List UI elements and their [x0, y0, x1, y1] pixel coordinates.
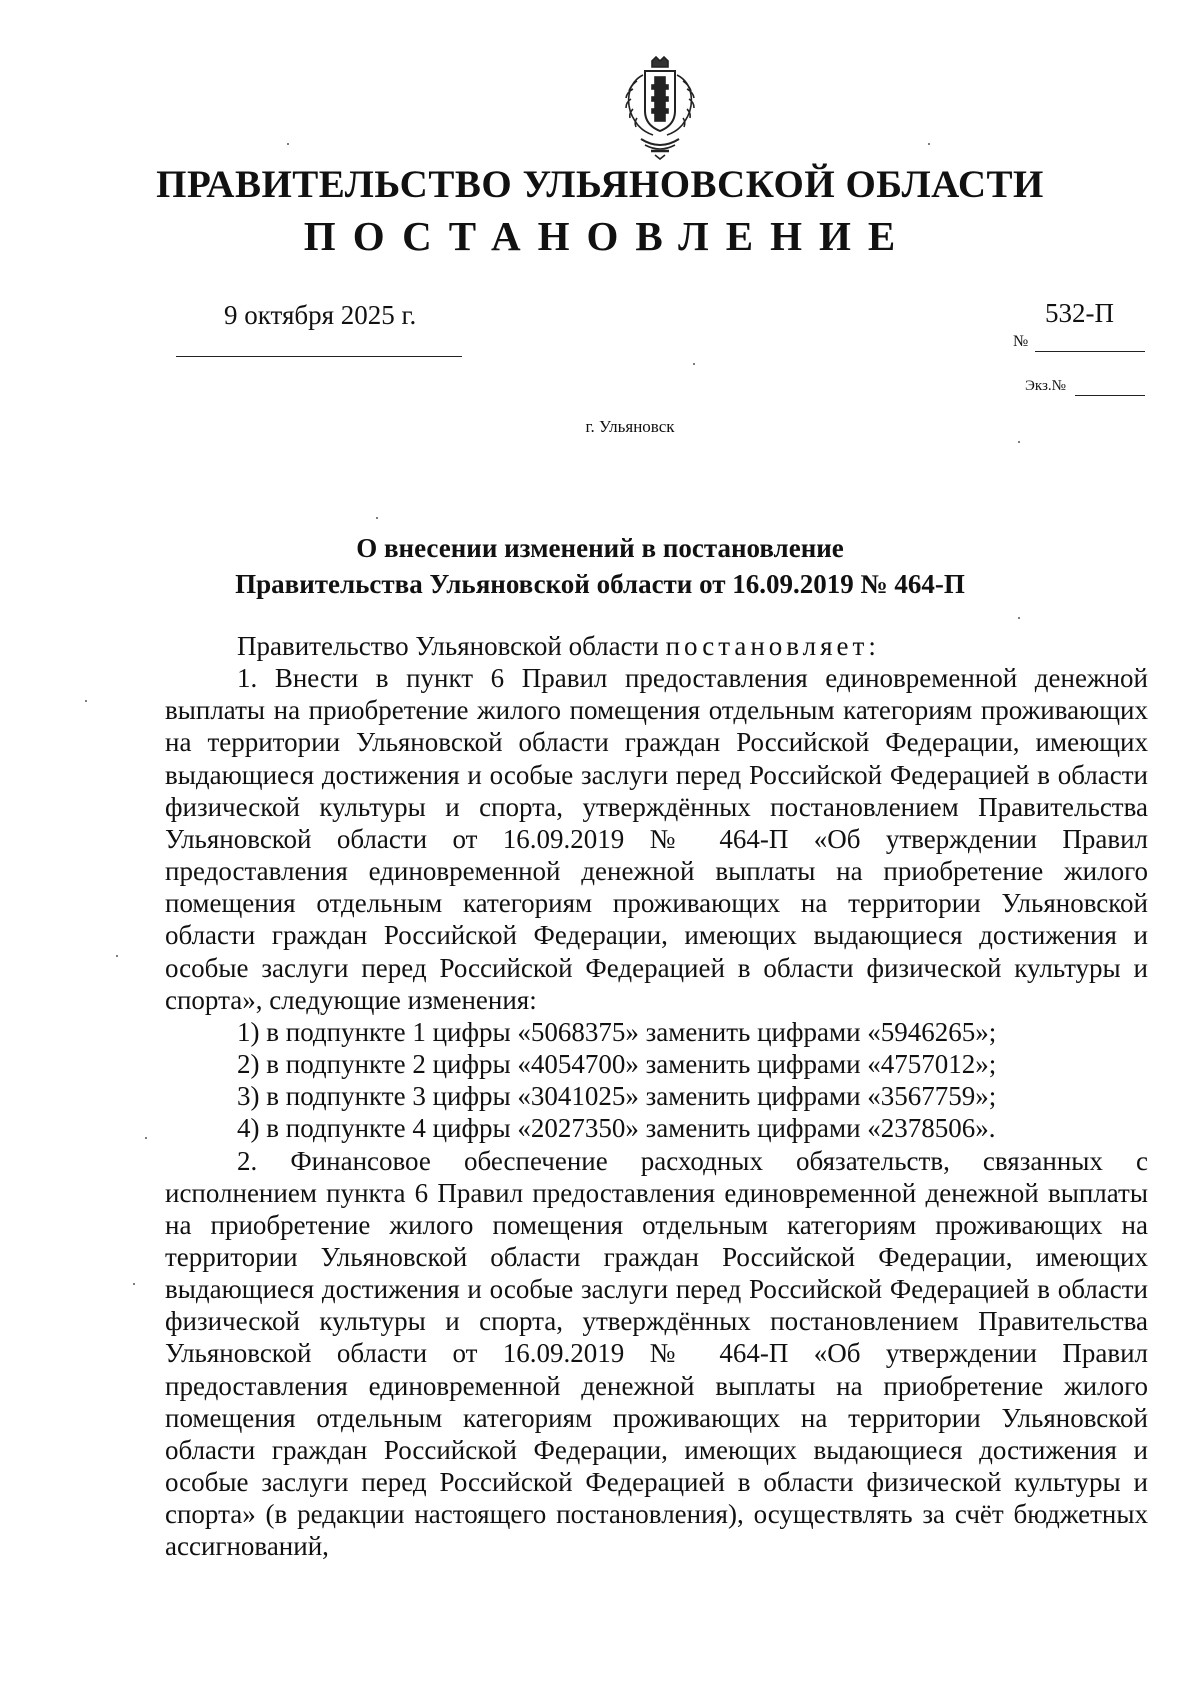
document-body	[165, 630, 1148, 1563]
scan-speck	[1018, 617, 1020, 619]
scan-speck	[116, 955, 118, 957]
document-number: 532-П	[1045, 298, 1114, 328]
title-line-2: Правительства Ульяновской области от 16.09.2019 № 464-П	[235, 569, 965, 599]
scan-speck	[376, 517, 378, 519]
city-name: г. Ульяновск	[585, 417, 675, 436]
title-line-1: О внесении изменений в постановление	[356, 533, 844, 563]
scan-speck	[85, 700, 87, 702]
scan-speck	[928, 143, 930, 145]
subitem-2: 2) в подпункте 2 цифры «4054700» заменить цифрами «4757012»;	[237, 1049, 997, 1080]
preamble-end: :	[868, 631, 876, 661]
scan-speck	[145, 1137, 147, 1139]
preamble-start: Правительство Ульяновской области	[237, 631, 666, 661]
number-underline	[1035, 351, 1145, 352]
copy-number-underline	[1075, 395, 1145, 396]
preamble-action: постановляет	[665, 631, 869, 661]
date-underline	[176, 356, 462, 357]
number-label: №	[1013, 333, 1029, 350]
subitem-4: 4) в подпункте 4 цифры «2027350» заменить цифрами «2378506».	[237, 1113, 996, 1144]
scan-speck	[133, 1283, 135, 1285]
document-type-heading: ПОСТАНОВЛЕНИЕ	[303, 213, 913, 259]
scan-speck	[1018, 441, 1020, 443]
subitem-1: 1) в подпункте 1 цифры «5068375» заменить цифрами «5946265»;	[237, 1016, 997, 1047]
scan-speck	[693, 363, 695, 365]
item-2: 2. Финансовое обеспечение расходных обязательств, связанных с исполнением пункта 6 Правил предоставления единовременной денежной выплаты на приобретение жилого помещения отдельным категориям проживающих на территории Ульяновской области граждан Российской Федерации, имеющих выдающиеся достижения и особые заслуги перед Российской Федерацией в области физической культуры и спорта, утверждённых постановлением Правительства Ульяновской области от 16.09.2019 № 464-П «Об утверждении Правил предоставления единовременной денежной выплаты на приобретение жилого помещения отдельным категориям проживающих на территории Ульяновской области граждан Российской Федерации, имеющих выдающиеся достижения и особые заслуги перед Российской Федерацией в области физической культуры и спорта» (в редакции настоящего постановления), осуществлять за счёт бюджетных ассигнований,	[165, 1145, 1148, 1562]
document-title	[0, 530, 1200, 602]
preamble	[165, 630, 1148, 662]
organization-heading: ПРАВИТЕЛЬСТВО УЛЬЯНОВСКОЙ ОБЛАСТИ	[156, 163, 1044, 206]
number-field	[1013, 333, 1148, 355]
item-1: 1. Внести в пункт 6 Правил предоставления единовременной денежной выплаты на приобретение жилого помещения отдельным категориям проживающих на территории Ульяновской области граждан Российской Федерации, имеющих выдающиеся достижения и особые заслуги перед Российской Федерацией в области физической культуры и спорта, утверждённых постановлением Правительства Ульяновской области от 16.09.2019 № 464-П «Об утверждении Правил предоставления единовременной денежной выплаты на приобретение жилого помещения отдельным категориям проживающих на территории Ульяновской области граждан Российской Федерации, имеющих выдающиеся достижения и особые заслуги перед Российской Федерацией в области физической культуры и спорта», следующие изменения:	[165, 663, 1148, 1015]
document-date: 9 октября 2025 г.	[224, 300, 417, 330]
subitem-3: 3) в подпункте 3 цифры «3041025» заменить цифрами «3567759»;	[237, 1081, 997, 1112]
copy-number-field	[1025, 378, 1148, 400]
coat-of-arms-icon	[615, 55, 705, 160]
copy-number-label: Экз.№	[1025, 378, 1066, 394]
scan-speck	[287, 143, 289, 145]
